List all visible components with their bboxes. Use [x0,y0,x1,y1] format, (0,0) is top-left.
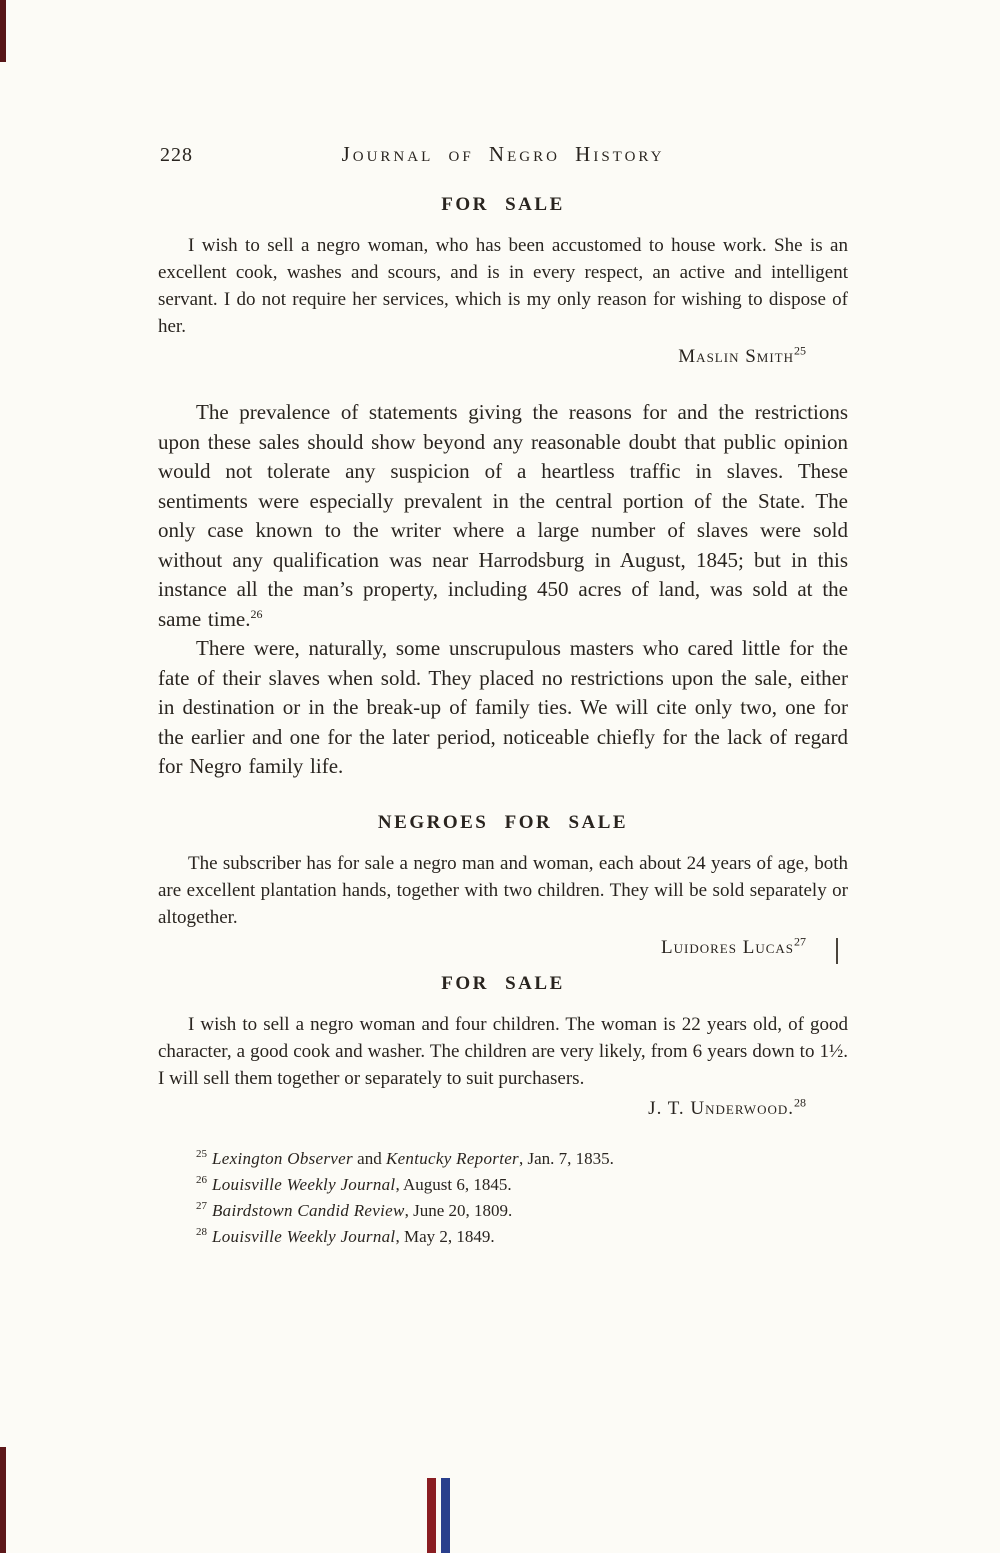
footnote-date: , Jan. 7, 1835. [518,1148,614,1168]
footnote-marker-25: 25 [196,1147,207,1160]
scan-artifact-bottom-red [427,1478,436,1553]
footnote-marker-27: 27 [196,1199,207,1212]
footnote-source-title: Bairdstown Candid Review [212,1200,405,1220]
body-paragraph-1-text: The prevalence of statements giving the reasons for and the restrictions upon these sales should show beyond any reasonable doubt that public opinion would not tolerate any suspicion of a heartless traffic in slaves. These sentiments were especially prevalent in the central portion of the State. The only case known to the writer where a large number of slaves were sold without any qualification was near Harrodsburg in August, 1845; but in this instance all the man’s property, including 450 acres of land, was sold at the same time. [158,400,848,631]
body-paragraph-2: There were, naturally, some unscrupulous masters who cared little for the fate of their slaves when sold. They placed no restrictions upon the sale, either in destination or in the break-up of family ties. We will cite only two, one for the earlier and one for the later period, noticeable chiefly for the lack of regard for Negro family life. [158,636,848,778]
heading-negroes-for-sale: NEGROES FOR SALE [377,811,629,833]
footnote-marker-28: 28 [196,1225,207,1238]
footnote-26 [196,1172,848,1198]
footnote-28 [196,1224,848,1250]
footnote-date: , August 6, 1845. [395,1174,512,1194]
footnote-date: , May 2, 1849. [395,1226,495,1246]
footnote-ref-27: 27 [794,934,806,949]
page-content [158,142,848,1250]
journal-title: Journal of Negro History [341,142,665,166]
footnote-ref-25: 25 [794,343,806,358]
body-paragraph-1 [158,398,848,634]
signature-line-2 [158,934,848,961]
narrative-text [158,398,848,782]
footnote-date: , June 20, 1809. [404,1200,513,1220]
scan-artifact-bottom-blue [441,1478,450,1553]
heading-for-sale-1: FOR SALE [441,194,565,215]
signature-line-1 [158,343,848,370]
footnote-source-title: Louisville Weekly Journal [212,1174,396,1194]
heading-for-sale-2: FOR SALE [441,972,565,994]
signatory-name-1: Maslin Smith [678,346,794,367]
advertisement-negroes-for-sale [158,812,848,961]
signatory-name-2: Luidores Lucas [661,936,794,958]
signature-line-3 [158,1095,848,1122]
running-header [158,142,848,172]
ad-body-text-1: I wish to sell a negro woman, who has been accustomed to house work. She is an excellent cook, washes and scours, and is in every respect, an active and intelligent servant. I do not require her services, which is my only reason for wishing to dispose of her. [158,235,848,337]
ad-body-text-3: I wish to sell a negro woman and four children. The woman is 22 years old, of good character, a good cook and washer. The children are very likely, from 6 years down to 1½. I will sell them together or separately to suit purchasers. [158,1013,848,1089]
advertisement-for-sale-2 [158,973,848,1122]
signatory-name-3: J. T. Underwood. [648,1097,794,1119]
page-number: 228 [160,144,193,166]
ad-body-text-2: The subscriber has for sale a negro man and woman, each about 24 years of age, both are excellent plantation hands, together with two children. They will be sold separately or altogether. [158,852,848,928]
footnotes-block [196,1146,848,1250]
footnote-25 [196,1146,848,1172]
footnote-source-title: Lexington Observer [212,1148,353,1168]
footnote-source-title: Louisville Weekly Journal [212,1226,396,1246]
footnote-ref-26: 26 [250,606,263,621]
footnote-27 [196,1198,848,1224]
scan-artifact-left-top [0,0,6,62]
footnote-marker-26: 26 [196,1173,207,1186]
footnote-ref-28: 28 [794,1095,806,1110]
scan-artifact-left-bottom [0,1447,6,1553]
footnote-connector: and [352,1148,386,1168]
advertisement-for-sale-1 [158,194,848,370]
footnote-source-title-2: Kentucky Reporter [385,1148,519,1168]
